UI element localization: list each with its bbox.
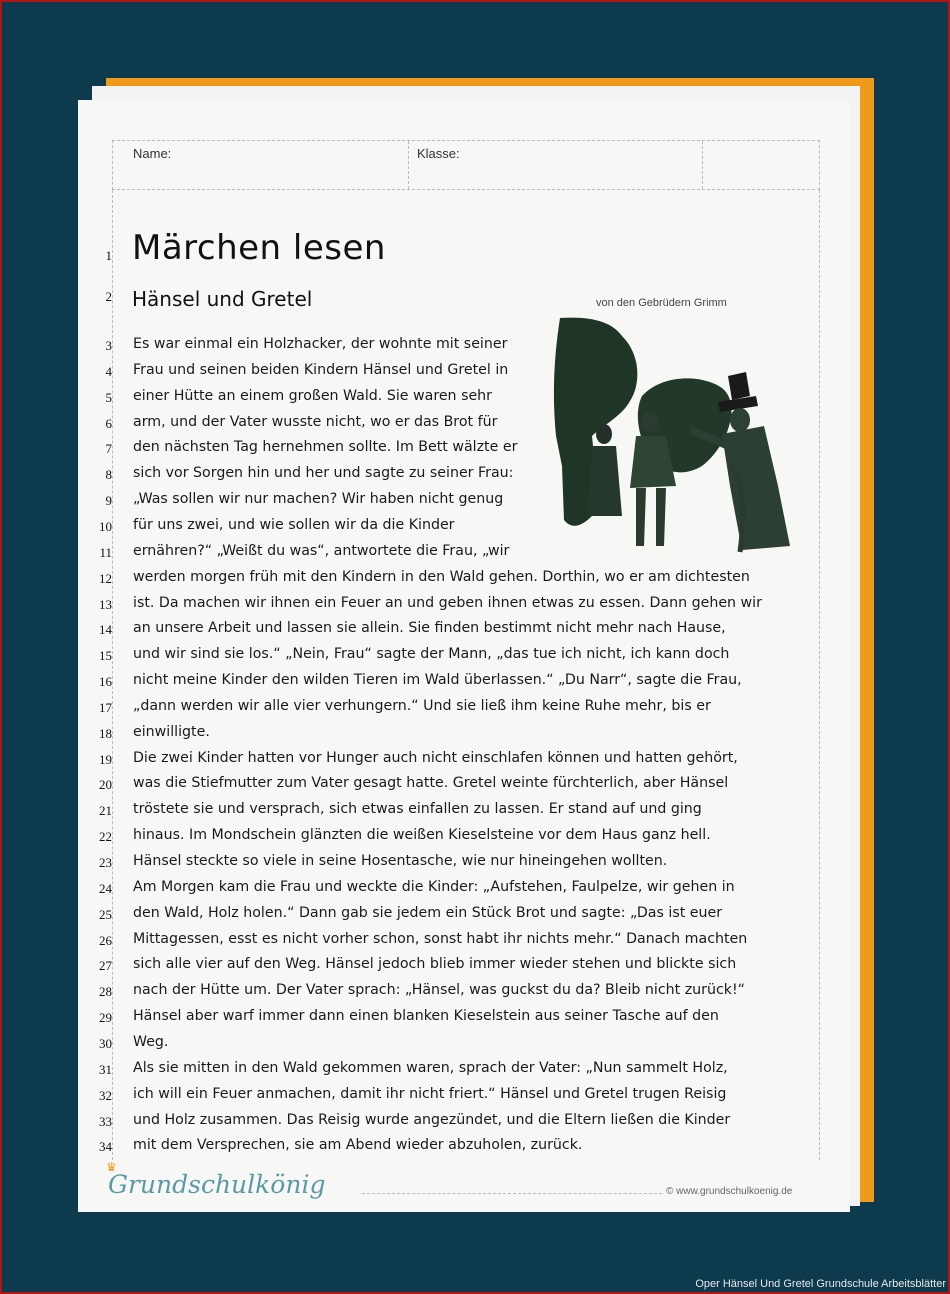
name-field[interactable] <box>113 141 409 189</box>
line-number: 7 <box>105 441 112 457</box>
line-number: 10 <box>99 518 112 534</box>
text-line: Mittagessen, esst es nicht vorher schon, sonst habt ihr nichts mehr.“ Danach machten <box>133 930 748 947</box>
line-number: 18 <box>99 725 112 741</box>
line-number: 3 <box>105 338 112 353</box>
line-number: 4 <box>105 363 112 379</box>
text-line: ernähren?“ „Weißt du was“, antwortete die Frau, „wir <box>133 542 510 559</box>
text-line: Am Morgen kam die Frau und weckte die Kinder: „Aufstehen, Faulpelze, wir gehen in <box>133 878 735 895</box>
line-number: 8 <box>105 467 112 483</box>
text-line: nach der Hütte um. Der Vater sprach: „Hänsel, was guckst du da? Bleib nicht zurück!“ <box>133 982 746 999</box>
class-label: Klasse: <box>417 146 460 161</box>
line-number: 23 <box>99 855 112 870</box>
line-number: 26 <box>99 932 112 948</box>
line-number: 2 <box>105 289 112 304</box>
text-line: hinaus. Im Mondschein glänzten die weißen Kieselsteine vor dem Haus ganz hell. <box>133 827 711 844</box>
text-line: Als sie mitten in den Wald gekommen waren, sprach der Vater: „Nun sammelt Holz, <box>133 1059 728 1076</box>
silhouette-illustration <box>552 316 814 558</box>
text-line: Es war einmal ein Holzhacker, der wohnte mit seiner <box>133 336 508 352</box>
line-number: 16 <box>99 674 112 690</box>
story-title: Hänsel und Gretel <box>132 287 313 311</box>
text-line: werden morgen früh mit den Kindern in den Wald gehen. Dorthin, wo er am dichtesten <box>133 568 750 585</box>
line-number: 19 <box>99 751 112 767</box>
name-label: Name: <box>133 146 172 161</box>
line-number: 30 <box>99 1035 112 1051</box>
text-line: sich alle vier auf den Weg. Hänsel jedoch blieb immer wieder stehen und blickte sich <box>133 956 737 973</box>
text-line: einer Hütte an einem großen Wald. Sie waren sehr <box>133 387 493 404</box>
line-number: 29 <box>99 1010 112 1026</box>
line-number: 13 <box>99 596 112 612</box>
text-line: „Was sollen wir nur machen? Wir haben nicht genug <box>133 491 504 508</box>
story-author: von den Gebrüdern Grimm <box>596 297 727 309</box>
text-line: arm, und der Vater wusste nicht, wo er das Brot für <box>133 413 498 430</box>
line-number: 20 <box>99 777 112 793</box>
line-number: 22 <box>99 829 112 845</box>
text-line: tröstete sie und versprach, sich etwas einfallen zu lassen. Er stand auf und ging <box>133 801 702 818</box>
text-line: Weg. <box>133 1033 169 1050</box>
line-number: 28 <box>99 984 112 1000</box>
text-line: „dann werden wir alle vier verhungern.“ Und sie ließ ihm keine Ruhe mehr, bis er <box>133 697 711 714</box>
line-number: 34 <box>99 1139 112 1155</box>
line-number: 32 <box>99 1087 112 1103</box>
line-number: 5 <box>105 389 112 405</box>
text-line: und wir sind sie los.“ „Nein, Frau“ sagte der Mann, „das tue ich nicht, ich kann doch <box>133 646 730 663</box>
line-number: 1 <box>105 248 112 263</box>
text-line: den nächsten Tag hernehmen sollte. Im Bett wälzte er <box>133 439 518 456</box>
copyright-text: © www.grundschulkoenig.de <box>666 1186 793 1197</box>
line-number: 14 <box>99 622 112 638</box>
text-line: den Wald, Holz holen.“ Dann gab sie jedem ein Stück Brot und sagte: „Das ist euer <box>133 904 723 921</box>
text-line: für uns zwei, und wie sollen wir da die Kinder <box>133 516 455 533</box>
text-line: Die zwei Kinder hatten vor Hunger auch nicht einschlafen können und hatten gehört, <box>133 749 738 766</box>
line-number: 27 <box>99 958 112 974</box>
text-line: Frau und seinen beiden Kindern Hänsel und Gretel in <box>133 361 509 378</box>
line-number: 15 <box>99 648 112 664</box>
line-number: 12 <box>99 570 112 586</box>
text-line: nicht meine Kinder den wilden Tieren im Wald überlassen.“ „Du Narr“, sagte die Frau, <box>133 672 742 689</box>
text-line: an unsere Arbeit und lassen sie allein. Sie finden bestimmt nicht mehr nach Hause, <box>133 620 726 637</box>
text-line: was die Stiefmutter zum Vater gesagt hatte. Gretel weinte fürchterlich, aber Hänsel <box>133 775 729 792</box>
text-line: Hänsel steckte so viele in seine Hosentasche, wie nur hineingehen wollten. <box>133 853 668 869</box>
brand-logo: Grundschulkönig <box>108 1170 326 1199</box>
line-number: 21 <box>99 803 112 819</box>
text-line: ich will ein Feuer anmachen, damit ihr nicht friert.“ Hänsel und Gretel trugen Reisig <box>133 1085 727 1102</box>
header-fields <box>112 140 820 190</box>
class-field[interactable] <box>409 141 703 189</box>
text-line: und Holz zusammen. Das Reisig wurde angezündet, und die Eltern ließen die Kinder <box>133 1111 731 1128</box>
crown-icon: ♛ <box>106 1160 117 1174</box>
text-line: ist. Da machen wir ihnen ein Feuer an und geben ihnen etwas zu essen. Dann gehen wir <box>133 594 762 611</box>
page-title: Märchen lesen <box>132 228 386 268</box>
image-caption: Oper Hänsel Und Gretel Grundschule Arbeitsblätter <box>695 1278 946 1290</box>
text-line: einwilligte. <box>133 723 210 740</box>
line-number: 9 <box>105 493 112 509</box>
text-line: sich vor Sorgen hin und her und sagte zu seiner Frau: <box>133 465 514 482</box>
text-line: Hänsel aber warf immer dann einen blanken Kieselstein aus seiner Tasche auf den <box>133 1008 719 1025</box>
line-number: 25 <box>99 906 112 922</box>
line-number: 11 <box>99 544 112 560</box>
line-number: 6 <box>105 415 112 431</box>
text-line: mit dem Versprechen, sie am Abend wieder abzuholen, zurück. <box>133 1137 583 1154</box>
footer-divider <box>362 1193 662 1194</box>
line-number: 17 <box>99 699 112 715</box>
line-number: 31 <box>99 1061 112 1077</box>
line-number: 33 <box>99 1113 112 1129</box>
line-number: 24 <box>99 880 112 896</box>
